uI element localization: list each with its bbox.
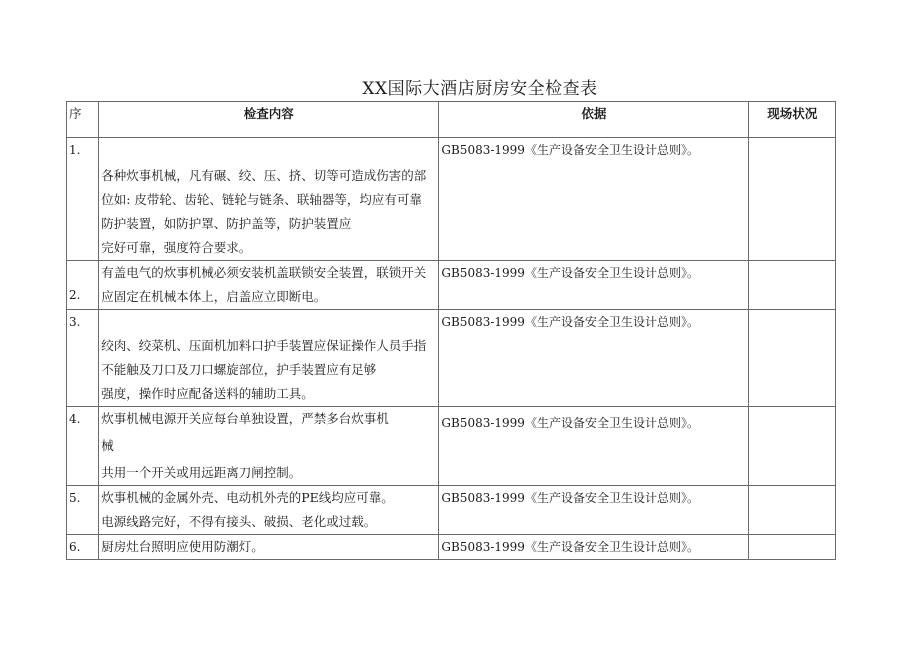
row-basis: GB5083-1999《生产设备安全卫生设计总则》。 xyxy=(439,407,749,486)
content-line: 防护装置，如防护罩、防护盖等，防护装置应 xyxy=(101,216,352,231)
row-basis: GB5083-1999《生产设备安全卫生设计总则》。 xyxy=(439,310,749,407)
row-number: 3. xyxy=(67,310,99,407)
content-line: 械 xyxy=(101,438,114,453)
table-row xyxy=(67,486,836,535)
content-line: 电源线路完好，不得有接头、破损、老化或过载。 xyxy=(101,514,377,529)
header-serial-number: 序 xyxy=(67,102,99,138)
table-row xyxy=(67,261,836,310)
row-content xyxy=(99,486,439,535)
row-status xyxy=(749,310,836,407)
row-status xyxy=(749,261,836,310)
row-content xyxy=(99,138,439,261)
content-line: 绞肉、绞菜机、压面机加料口护手装置应保证操作人员手指 xyxy=(101,338,427,353)
row-number: 5. xyxy=(67,486,99,535)
content-line: 完好可靠，强度符合要求。 xyxy=(101,240,252,255)
row-basis: GB5083-1999《生产设备安全卫生设计总则》。 xyxy=(439,535,749,560)
content-line: 炊事机械的金属外壳、电动机外壳的PE线均应可靠。 xyxy=(101,490,394,505)
header-check-content: 检查内容 xyxy=(99,102,439,138)
table-header-row xyxy=(67,102,836,138)
page-title: XX国际大酒店厨房安全检查表 xyxy=(362,79,598,99)
content-line: 位如: 皮带轮、齿轮、链轮与链条、联轴器等，均应有可靠 xyxy=(101,192,422,207)
row-status xyxy=(749,535,836,560)
row-content xyxy=(99,535,439,560)
table-row xyxy=(67,535,836,560)
safety-checklist-table xyxy=(66,101,836,560)
content-line: 炊事机械电源开关应每台单独设置，严禁多台炊事机 xyxy=(101,411,389,426)
table-row xyxy=(67,138,836,261)
row-status xyxy=(749,138,836,261)
content-line: 共用一个开关或用远距离刀闸控制。 xyxy=(101,465,302,480)
row-number: 2. xyxy=(67,261,99,310)
row-content xyxy=(99,407,439,486)
row-basis: GB5083-1999《生产设备安全卫生设计总则》。 xyxy=(439,486,749,535)
header-site-status: 现场状况 xyxy=(749,102,836,138)
table-row xyxy=(67,310,836,407)
row-number: 6. xyxy=(67,535,99,560)
row-basis: GB5083-1999《生产设备安全卫生设计总则》。 xyxy=(439,261,749,310)
content-line: 不能触及刀口及刀口螺旋部位，护手装置应有足够 xyxy=(101,362,377,377)
table-row xyxy=(67,407,836,486)
content-line: 有盖电气的炊事机械必须安装机盖联锁安全装置，联锁开关 xyxy=(101,265,427,280)
row-status xyxy=(749,486,836,535)
row-number: 1. xyxy=(67,138,99,261)
header-basis: 依据 xyxy=(439,102,749,138)
row-basis: GB5083-1999《生产设备安全卫生设计总则》。 xyxy=(439,138,749,261)
row-status xyxy=(749,407,836,486)
row-number: 4. xyxy=(67,407,99,486)
content-line: 各种炊事机械，凡有碾、绞、压、挤、切等可造成伤害的部 xyxy=(101,168,427,183)
row-content xyxy=(99,310,439,407)
content-line: 强度，操作时应配备送料的辅助工具。 xyxy=(101,386,314,401)
row-content xyxy=(99,261,439,310)
content-line: 厨房灶台照明应使用防潮灯。 xyxy=(101,539,264,554)
content-line: 应固定在机械本体上，启盖应立即断电。 xyxy=(101,289,327,304)
